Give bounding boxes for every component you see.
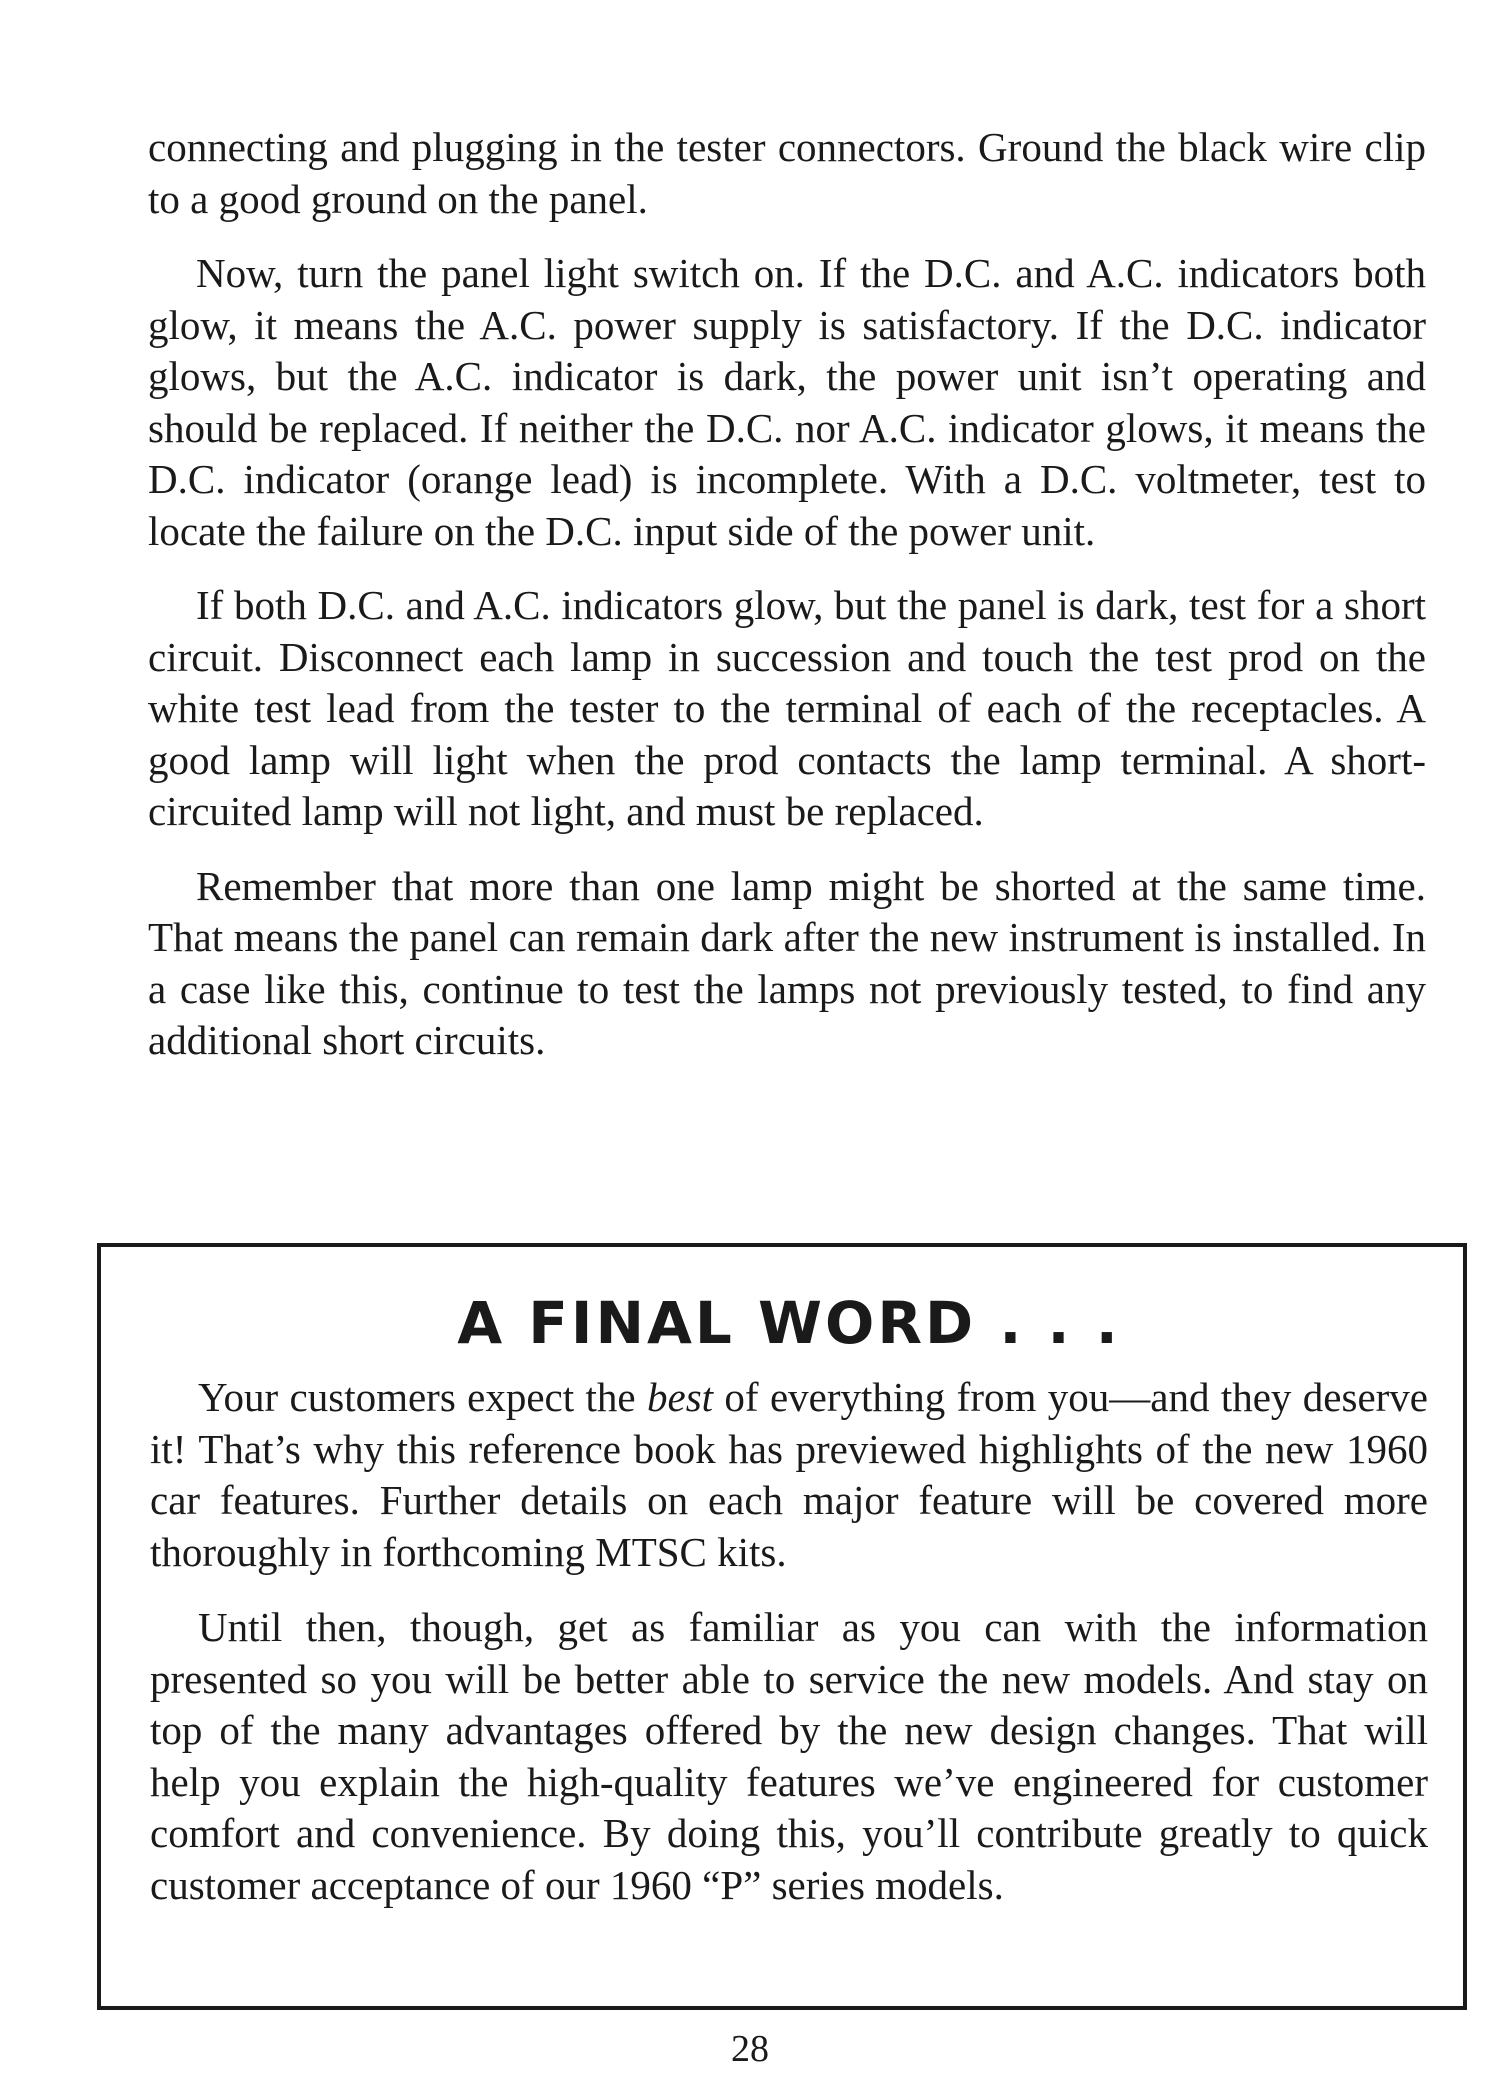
final-word-paragraph-2: Until then, though, get as familiar as you can with the information presented so you will be better able to service the new models. And stay on top of the many advantages offered by the new design changes. That will help you explain the high-quality features we’ve engineered for customer comfort and convenience. By doing this, you’ll contribute greatly to quick customer acceptance of our 1960 “P” series models. <box>150 1604 1428 1908</box>
paragraph-short-circuit-test: If both D.C. and A.C. indicators glow, but the panel is dark, test for a short circuit. Disconnect each lamp in succession and touch the test prod on the white test lead from the tester to the terminal of each of the receptacles. A good lamp will light when the prod contacts the lamp terminal. A short-circuited lamp will not light, and must be replaced. <box>148 582 1426 834</box>
final-word-content <box>150 1247 1428 1935</box>
body-text <box>148 122 1426 1090</box>
final-word-heading: A FINAL WORD . . . <box>457 1289 1121 1357</box>
final-word-box <box>97 1243 1467 2010</box>
paragraph-indicator-check: Now, turn the panel light switch on. If the D.C. and A.C. indicators both glow, it means the A.C. power supply is satisfactory. If the D.C. indicator glows, but the A.C. indicator is dark, the power unit isn’t operating and should be replaced. If neither the D.C. nor A.C. indicator glows, it means the D.C. indicator (orange lead) is incomplete. With a D.C. voltmeter, test to locate the failure on the D.C. input side of the power unit. <box>148 250 1426 554</box>
final-word-paragraph-1 <box>150 1372 1428 1578</box>
final-word-paragraph-1-start: Your customers expect the <box>198 1374 647 1420</box>
paragraph-multiple-shorts: Remember that more than one lamp might be shorted at the same time. That means the panel can remain dark after the new instrument is installed. In a case like this, continue to test the lamps not previously tested, to find any additional short circuits. <box>148 862 1426 1063</box>
final-word-emphasis: best <box>647 1374 714 1420</box>
page-number: 28 <box>731 2028 769 2070</box>
paragraph-tester-connectors: connecting and plugging in the tester connectors. Ground the black wire clip to a good ground on the panel. <box>148 124 1426 222</box>
final-word-paragraph-1-end: of everything from you—and they deserve it! That’s why this reference book has previewed highlights of the new 1960 car features. Further details on each major feature will be covered more thoroughly in forthcoming MTSC kits. <box>150 1374 1428 1575</box>
